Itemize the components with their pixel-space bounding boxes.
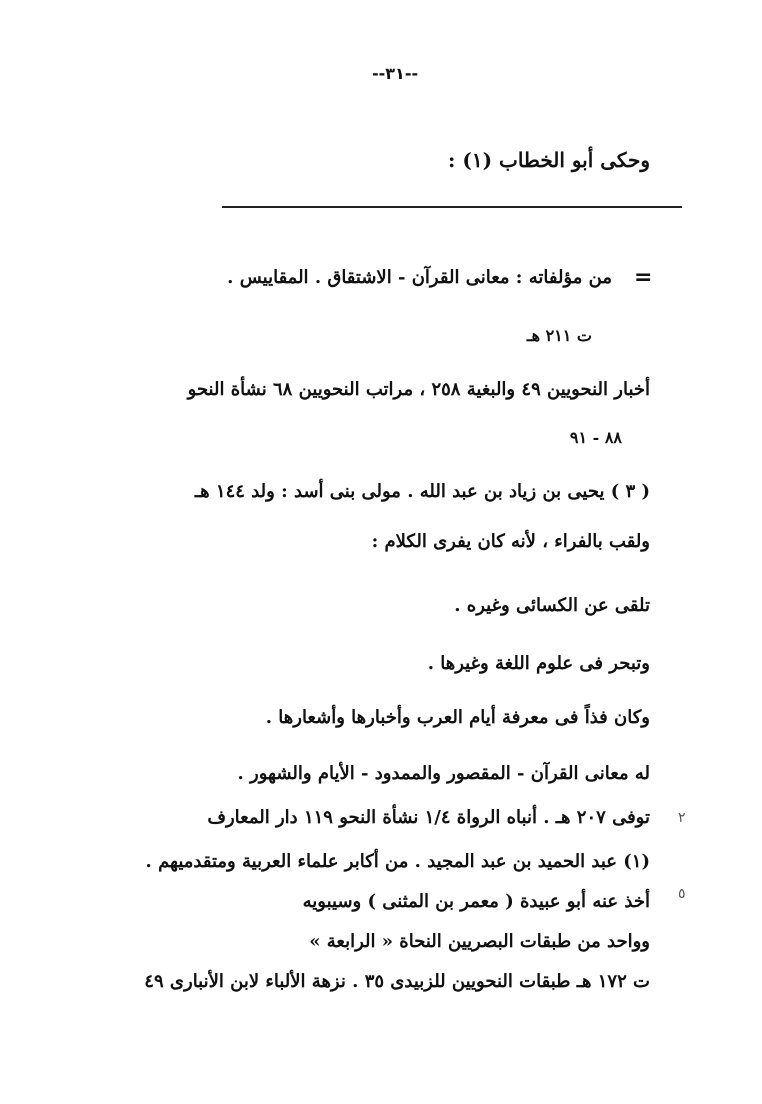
margin-mark-1: ٢ (678, 810, 686, 826)
text-line-yahya: ( ٣ ) يحيى بن زياد بن عبد الله . مولى بنى أسد : ولد ١٤٤ هـ (194, 481, 650, 502)
text-line-references-1: أخبار النحويين ٤٩ والبغية ٢٥٨ ، مراتب النحويين ٦٨ نشأة النحو (187, 379, 650, 400)
margin-mark-2: ٥ (678, 886, 686, 902)
text-line-abd-al-hamid: (١) عبد الحميد بن عبد المجيد . من أكابر علماء العربية ومتقدميهم . (145, 851, 650, 872)
text-line-page-range: ٨٨ - ٩١ (569, 428, 622, 447)
text-line-death-farra: توفى ٢٠٧ هـ . أنباه الرواة ١/٤ نشأة النحو ١١٩ دار المعارف (207, 807, 650, 828)
text-line-arab-days: وكان فذاً فى معرفة أيام العرب وأخبارها وأشعارها . (265, 707, 650, 728)
footnote-divider (222, 206, 682, 208)
text-line-al-farra: ولقب بالفراء ، لأنه كان يفرى الكلام : (371, 531, 650, 552)
text-line-abu-al-khattab: وحكى أبو الخطاب (١) : (448, 148, 650, 172)
text-line-kisai: تلقى عن الكسائى وغيره . (454, 595, 650, 616)
text-line-language-sciences: وتبحر فى علوم اللغة وغيرها . (427, 653, 650, 674)
text-line-works-farra: له معانى القرآن - المقصور والممدود - الأيام والشهور . (237, 763, 650, 784)
text-line-references-2: ت ١٧٢ هـ طبقات النحويين للزبيدى ٣٥ . نزهة الألباء لابن الأنبارى ٤٩ (144, 971, 650, 992)
page-number: --٣١-- (372, 64, 419, 83)
text-line-death-date-1: ت ٢١١ هـ (526, 326, 592, 345)
text-line-abu-ubayda: أخذ عنه أبو عبيدة ( معمر بن المثنى ) وسيبويه (302, 891, 650, 912)
equals-mark: = (634, 265, 653, 290)
text-line-basrans: وواحد من طبقات البصريين النحاة « الرابعة » (309, 931, 650, 952)
text-line-works: من مؤلفاته : معانى القرآن - الاشتقاق . المقاييس . (227, 267, 612, 288)
